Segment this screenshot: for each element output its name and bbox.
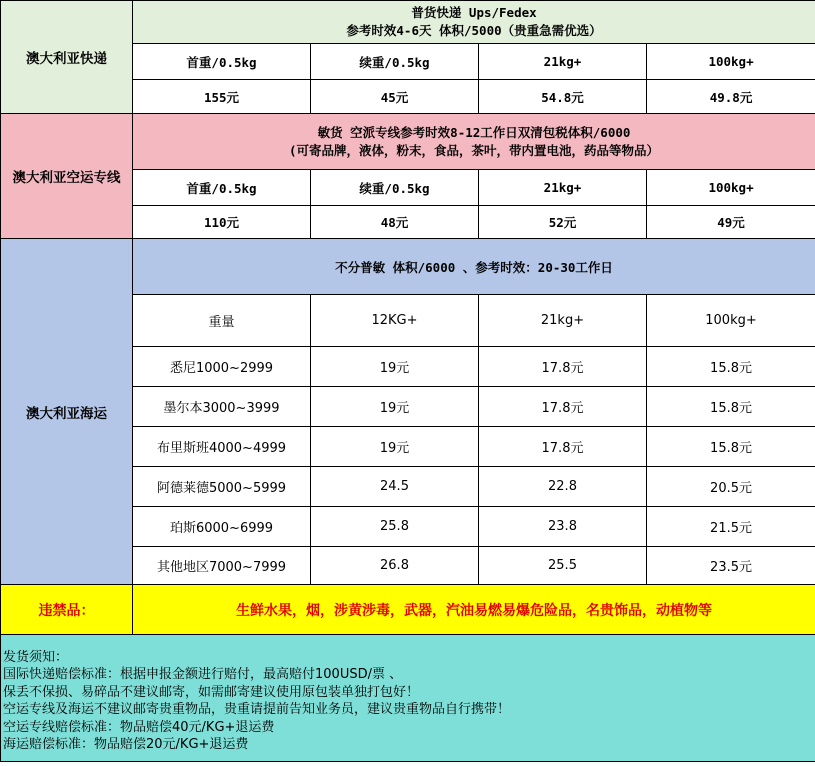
sea-price-12kg: 25.8 — [311, 507, 479, 547]
sea-price-100kg: 15.8元 — [647, 427, 815, 467]
sea-col-100kg: 100kg+ — [647, 295, 815, 347]
sea-price-12kg: 19元 — [311, 347, 479, 387]
prohibited-row — [1, 585, 815, 635]
sea-price-100kg: 20.5元 — [647, 467, 815, 507]
express-header-line1: 普货快递 Ups/Fedex — [411, 5, 537, 20]
air-price-100kg: 49元 — [647, 206, 815, 239]
sea-price-100kg: 15.8元 — [647, 387, 815, 427]
sea-label: 澳大利亚海运 — [1, 239, 133, 585]
sea-header: 不分普敏 体积/6000 、参考时效：20-30工作日 — [133, 239, 815, 295]
air-price-21kg: 52元 — [479, 206, 647, 239]
air-header-row — [1, 114, 815, 170]
express-col-first-weight: 首重/0.5kg — [133, 44, 311, 80]
air-price-first-weight: 110元 — [133, 206, 311, 239]
sea-region: 布里斯班4000~4999 — [133, 427, 311, 467]
notes-line: 空运专线赔偿标准：物品赔偿40元/KG+退运费 — [3, 719, 275, 735]
express-col-100kg: 100kg+ — [647, 44, 815, 80]
express-label: 澳大利亚快递 — [1, 1, 133, 114]
shipping-notes — [1, 635, 815, 762]
sea-col-21kg: 21kg+ — [479, 295, 647, 347]
sea-price-21kg: 17.8元 — [479, 427, 647, 467]
notes-line: 保丢不保损、易碎品不建议邮寄，如需邮寄建议使用原包装单独打包好！ — [3, 684, 420, 700]
sea-price-12kg: 19元 — [311, 427, 479, 467]
sea-price-12kg: 19元 — [311, 387, 479, 427]
sea-region: 悉尼1000~2999 — [133, 347, 311, 387]
express-price-additional-weight: 45元 — [311, 80, 479, 114]
notes-row — [1, 635, 815, 762]
prohibited-label: 违禁品： — [1, 585, 133, 635]
sea-region: 墨尔本3000~3999 — [133, 387, 311, 427]
express-price-first-weight: 155元 — [133, 80, 311, 114]
air-col-first-weight: 首重/0.5kg — [133, 170, 311, 206]
sea-col-12kg: 12KG+ — [311, 295, 479, 347]
notes-line: 海运赔偿标准：物品赔偿20元/KG+退运费 — [3, 737, 249, 753]
prohibited-text: 生鲜水果，烟，涉黄涉毒，武器，汽油易燃易爆危险品，名贵饰品，动植物等 — [133, 585, 815, 635]
sea-price-21kg: 25.5 — [479, 547, 647, 585]
notes-line: 空运专线及海运不建议邮寄贵重物品，贵重请提前告知业务员，建议贵重物品自行携带！ — [3, 702, 511, 718]
air-col-21kg: 21kg+ — [479, 170, 647, 206]
express-header — [133, 1, 815, 44]
express-price-21kg: 54.8元 — [479, 80, 647, 114]
sea-col-weight: 重量 — [133, 295, 311, 347]
express-price-100kg: 49.8元 — [647, 80, 815, 114]
express-col-additional-weight: 续重/0.5kg — [311, 44, 479, 80]
air-label: 澳大利亚空运专线 — [1, 114, 133, 239]
sea-price-100kg: 23.5元 — [647, 547, 815, 585]
sea-region: 其他地区7000~7999 — [133, 547, 311, 585]
sea-price-12kg: 24.5 — [311, 467, 479, 507]
express-header-row — [1, 1, 815, 44]
air-header-line1: 敏货 空派专线参考时效8-12工作日双清包税体积/6000 — [317, 124, 631, 140]
sea-price-21kg: 17.8元 — [479, 347, 647, 387]
sea-price-21kg: 22.8 — [479, 467, 647, 507]
express-header-line2: 参考时效4-6天 体积/5000（贵重急需优选） — [346, 23, 602, 38]
sea-region: 阿德莱德5000~5999 — [133, 467, 311, 507]
sea-price-21kg: 17.8元 — [479, 387, 647, 427]
notes-line: 国际快递赔偿标准：根据申报金额进行赔付，最高赔付100USD/票 、 — [3, 667, 403, 683]
sea-price-100kg: 15.8元 — [647, 347, 815, 387]
express-col-21kg: 21kg+ — [479, 44, 647, 80]
air-price-additional-weight: 48元 — [311, 206, 479, 239]
sea-price-100kg: 21.5元 — [647, 507, 815, 547]
air-col-100kg: 100kg+ — [647, 170, 815, 206]
air-header-line2: (可寄品牌，液体，粉末，食品，茶叶，带内置电池，药品等物品） — [289, 142, 660, 158]
air-col-additional-weight: 续重/0.5kg — [311, 170, 479, 206]
sea-price-21kg: 23.8 — [479, 507, 647, 547]
notes-title: 发货须知： — [3, 650, 69, 665]
sea-header-row — [1, 239, 815, 295]
sea-price-12kg: 26.8 — [311, 547, 479, 585]
sea-region: 珀斯6000~6999 — [133, 507, 311, 547]
air-header — [133, 114, 815, 170]
